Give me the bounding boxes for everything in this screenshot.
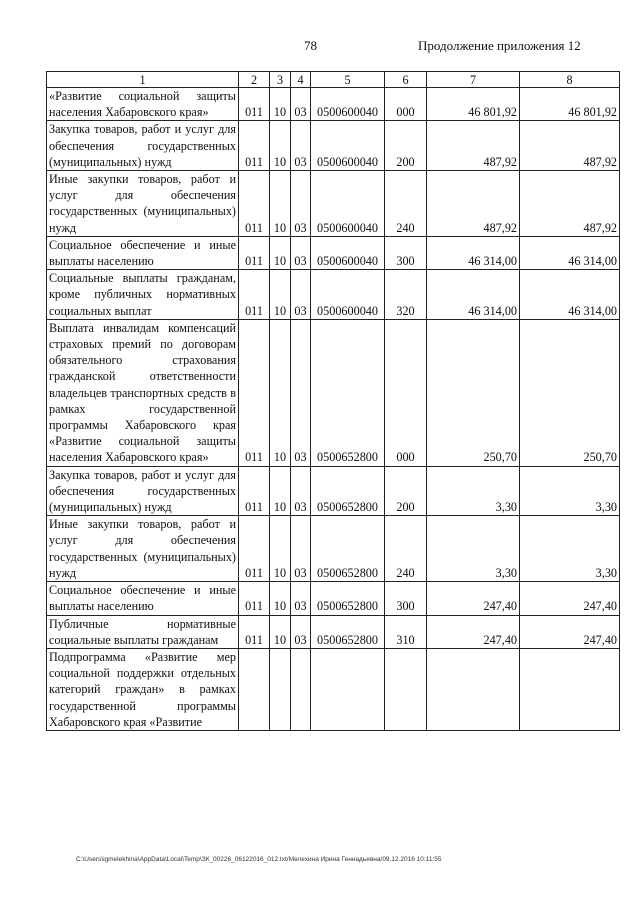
row-value-cell: 46 801,92 <box>427 88 520 121</box>
row-value-cell: 011 <box>239 319 270 466</box>
row-name-cell: Иные закупки товаров, работ и услуг для обеспечения государственных (муниципальных) нужд <box>47 516 239 582</box>
continuation-label: Продолжение приложения 12 <box>418 38 581 53</box>
row-value-cell: 0500600040 <box>311 171 385 237</box>
row-name-cell: Закупка товаров, работ и услуг для обеспечения государственных (муниципальных) нужд <box>47 466 239 516</box>
row-value-cell: 10 <box>270 121 291 171</box>
row-value-cell <box>291 648 311 730</box>
budget-table <box>46 71 620 731</box>
row-value-cell: 200 <box>385 121 427 171</box>
row-value-cell: 011 <box>239 171 270 237</box>
row-value-cell: 46 801,92 <box>520 88 620 121</box>
column-header: 2 <box>239 72 270 88</box>
row-value-cell: 3,30 <box>520 466 620 516</box>
row-value-cell: 487,92 <box>520 121 620 171</box>
row-value-cell: 487,92 <box>427 121 520 171</box>
column-header: 3 <box>270 72 291 88</box>
column-header: 4 <box>291 72 311 88</box>
row-value-cell: 011 <box>239 615 270 648</box>
row-value-cell: 03 <box>291 319 311 466</box>
row-value-cell: 03 <box>291 270 311 320</box>
row-value-cell: 10 <box>270 516 291 582</box>
row-value-cell: 0500600040 <box>311 270 385 320</box>
row-value-cell: 03 <box>291 88 311 121</box>
row-name-cell: Социальное обеспечение и иные выплаты населению <box>47 236 239 269</box>
row-value-cell <box>311 648 385 730</box>
row-value-cell: 011 <box>239 582 270 615</box>
row-name-cell: «Развитие социальной защиты населения Хабаровского края» <box>47 88 239 121</box>
row-value-cell: 03 <box>291 615 311 648</box>
row-name-cell: Социальные выплаты гражданам, кроме публичных нормативных социальных выплат <box>47 270 239 320</box>
row-value-cell: 10 <box>270 270 291 320</box>
row-value-cell: 10 <box>270 236 291 269</box>
row-value-cell: 250,70 <box>427 319 520 466</box>
table-row <box>47 236 620 269</box>
row-value-cell: 3,30 <box>427 466 520 516</box>
row-value-cell: 000 <box>385 88 427 121</box>
row-value-cell <box>385 648 427 730</box>
row-value-cell: 10 <box>270 319 291 466</box>
row-value-cell: 011 <box>239 270 270 320</box>
row-value-cell: 3,30 <box>427 516 520 582</box>
row-value-cell: 46 314,00 <box>520 236 620 269</box>
column-header: 7 <box>427 72 520 88</box>
row-value-cell: 10 <box>270 582 291 615</box>
row-value-cell: 300 <box>385 236 427 269</box>
row-value-cell: 247,40 <box>520 615 620 648</box>
row-value-cell <box>239 648 270 730</box>
row-value-cell: 300 <box>385 582 427 615</box>
row-value-cell: 03 <box>291 171 311 237</box>
table-row <box>47 319 620 466</box>
table-header-row <box>47 72 620 88</box>
row-value-cell <box>520 648 620 730</box>
table-row <box>47 121 620 171</box>
row-name-cell: Выплата инвалидам компенсаций страховых премий по договорам обязательного страхования гражданской ответственности владельцев транспортных средств в рамках государственной программы Хабаровского края «Развитие социальной защиты населения Хабаровского края» <box>47 319 239 466</box>
row-value-cell: 10 <box>270 615 291 648</box>
row-value-cell: 320 <box>385 270 427 320</box>
table-row <box>47 582 620 615</box>
row-name-cell: Иные закупки товаров, работ и услуг для обеспечения государственных (муниципальных) нужд <box>47 171 239 237</box>
row-value-cell: 0500652800 <box>311 319 385 466</box>
row-value-cell: 0500652800 <box>311 466 385 516</box>
row-value-cell: 3,30 <box>520 516 620 582</box>
row-value-cell: 03 <box>291 516 311 582</box>
column-header: 1 <box>47 72 239 88</box>
row-value-cell: 0500600040 <box>311 121 385 171</box>
table-row <box>47 615 620 648</box>
table-row <box>47 270 620 320</box>
column-header: 8 <box>520 72 620 88</box>
row-value-cell: 0500600040 <box>311 236 385 269</box>
column-header: 5 <box>311 72 385 88</box>
row-value-cell: 487,92 <box>520 171 620 237</box>
row-value-cell: 310 <box>385 615 427 648</box>
row-value-cell: 10 <box>270 88 291 121</box>
row-value-cell: 247,40 <box>427 615 520 648</box>
page-number: 78 <box>304 38 317 53</box>
row-value-cell: 000 <box>385 319 427 466</box>
row-value-cell: 487,92 <box>427 171 520 237</box>
table-row <box>47 171 620 237</box>
row-value-cell: 10 <box>270 171 291 237</box>
row-value-cell: 011 <box>239 516 270 582</box>
row-value-cell: 10 <box>270 466 291 516</box>
row-value-cell: 011 <box>239 236 270 269</box>
row-name-cell: Подпрограмма «Развитие мер социальной поддержки отдельных категорий граждан» в рамках государственной программы Хабаровского края «Развитие <box>47 648 239 730</box>
row-value-cell: 03 <box>291 121 311 171</box>
table-row <box>47 88 620 121</box>
row-value-cell: 240 <box>385 171 427 237</box>
row-value-cell: 250,70 <box>520 319 620 466</box>
row-value-cell: 03 <box>291 582 311 615</box>
row-value-cell <box>270 648 291 730</box>
row-value-cell: 0500652800 <box>311 615 385 648</box>
row-value-cell: 0500652800 <box>311 582 385 615</box>
table-row <box>47 466 620 516</box>
row-value-cell: 03 <box>291 236 311 269</box>
row-value-cell: 247,40 <box>427 582 520 615</box>
row-value-cell: 240 <box>385 516 427 582</box>
row-value-cell <box>427 648 520 730</box>
table-row <box>47 648 620 730</box>
row-value-cell: 011 <box>239 121 270 171</box>
row-name-cell: Публичные нормативные социальные выплаты гражданам <box>47 615 239 648</box>
row-value-cell: 0500652800 <box>311 516 385 582</box>
row-value-cell: 247,40 <box>520 582 620 615</box>
column-header: 6 <box>385 72 427 88</box>
row-value-cell: 03 <box>291 466 311 516</box>
row-name-cell: Социальное обеспечение и иные выплаты населению <box>47 582 239 615</box>
table-row <box>47 516 620 582</box>
row-value-cell: 46 314,00 <box>520 270 620 320</box>
row-value-cell: 200 <box>385 466 427 516</box>
row-value-cell: 0500600040 <box>311 88 385 121</box>
row-value-cell: 011 <box>239 88 270 121</box>
row-value-cell: 011 <box>239 466 270 516</box>
row-value-cell: 46 314,00 <box>427 270 520 320</box>
footer-file-path: C:\Users\igmelekhina\AppData\Local\Temp\ЗК_00226_06122016_012.txt/Мелехина Ирина Геннадьевна/09.12.2016 10:11:55 <box>76 856 442 863</box>
row-name-cell: Закупка товаров, работ и услуг для обеспечения государственных (муниципальных) нужд <box>47 121 239 171</box>
row-value-cell: 46 314,00 <box>427 236 520 269</box>
